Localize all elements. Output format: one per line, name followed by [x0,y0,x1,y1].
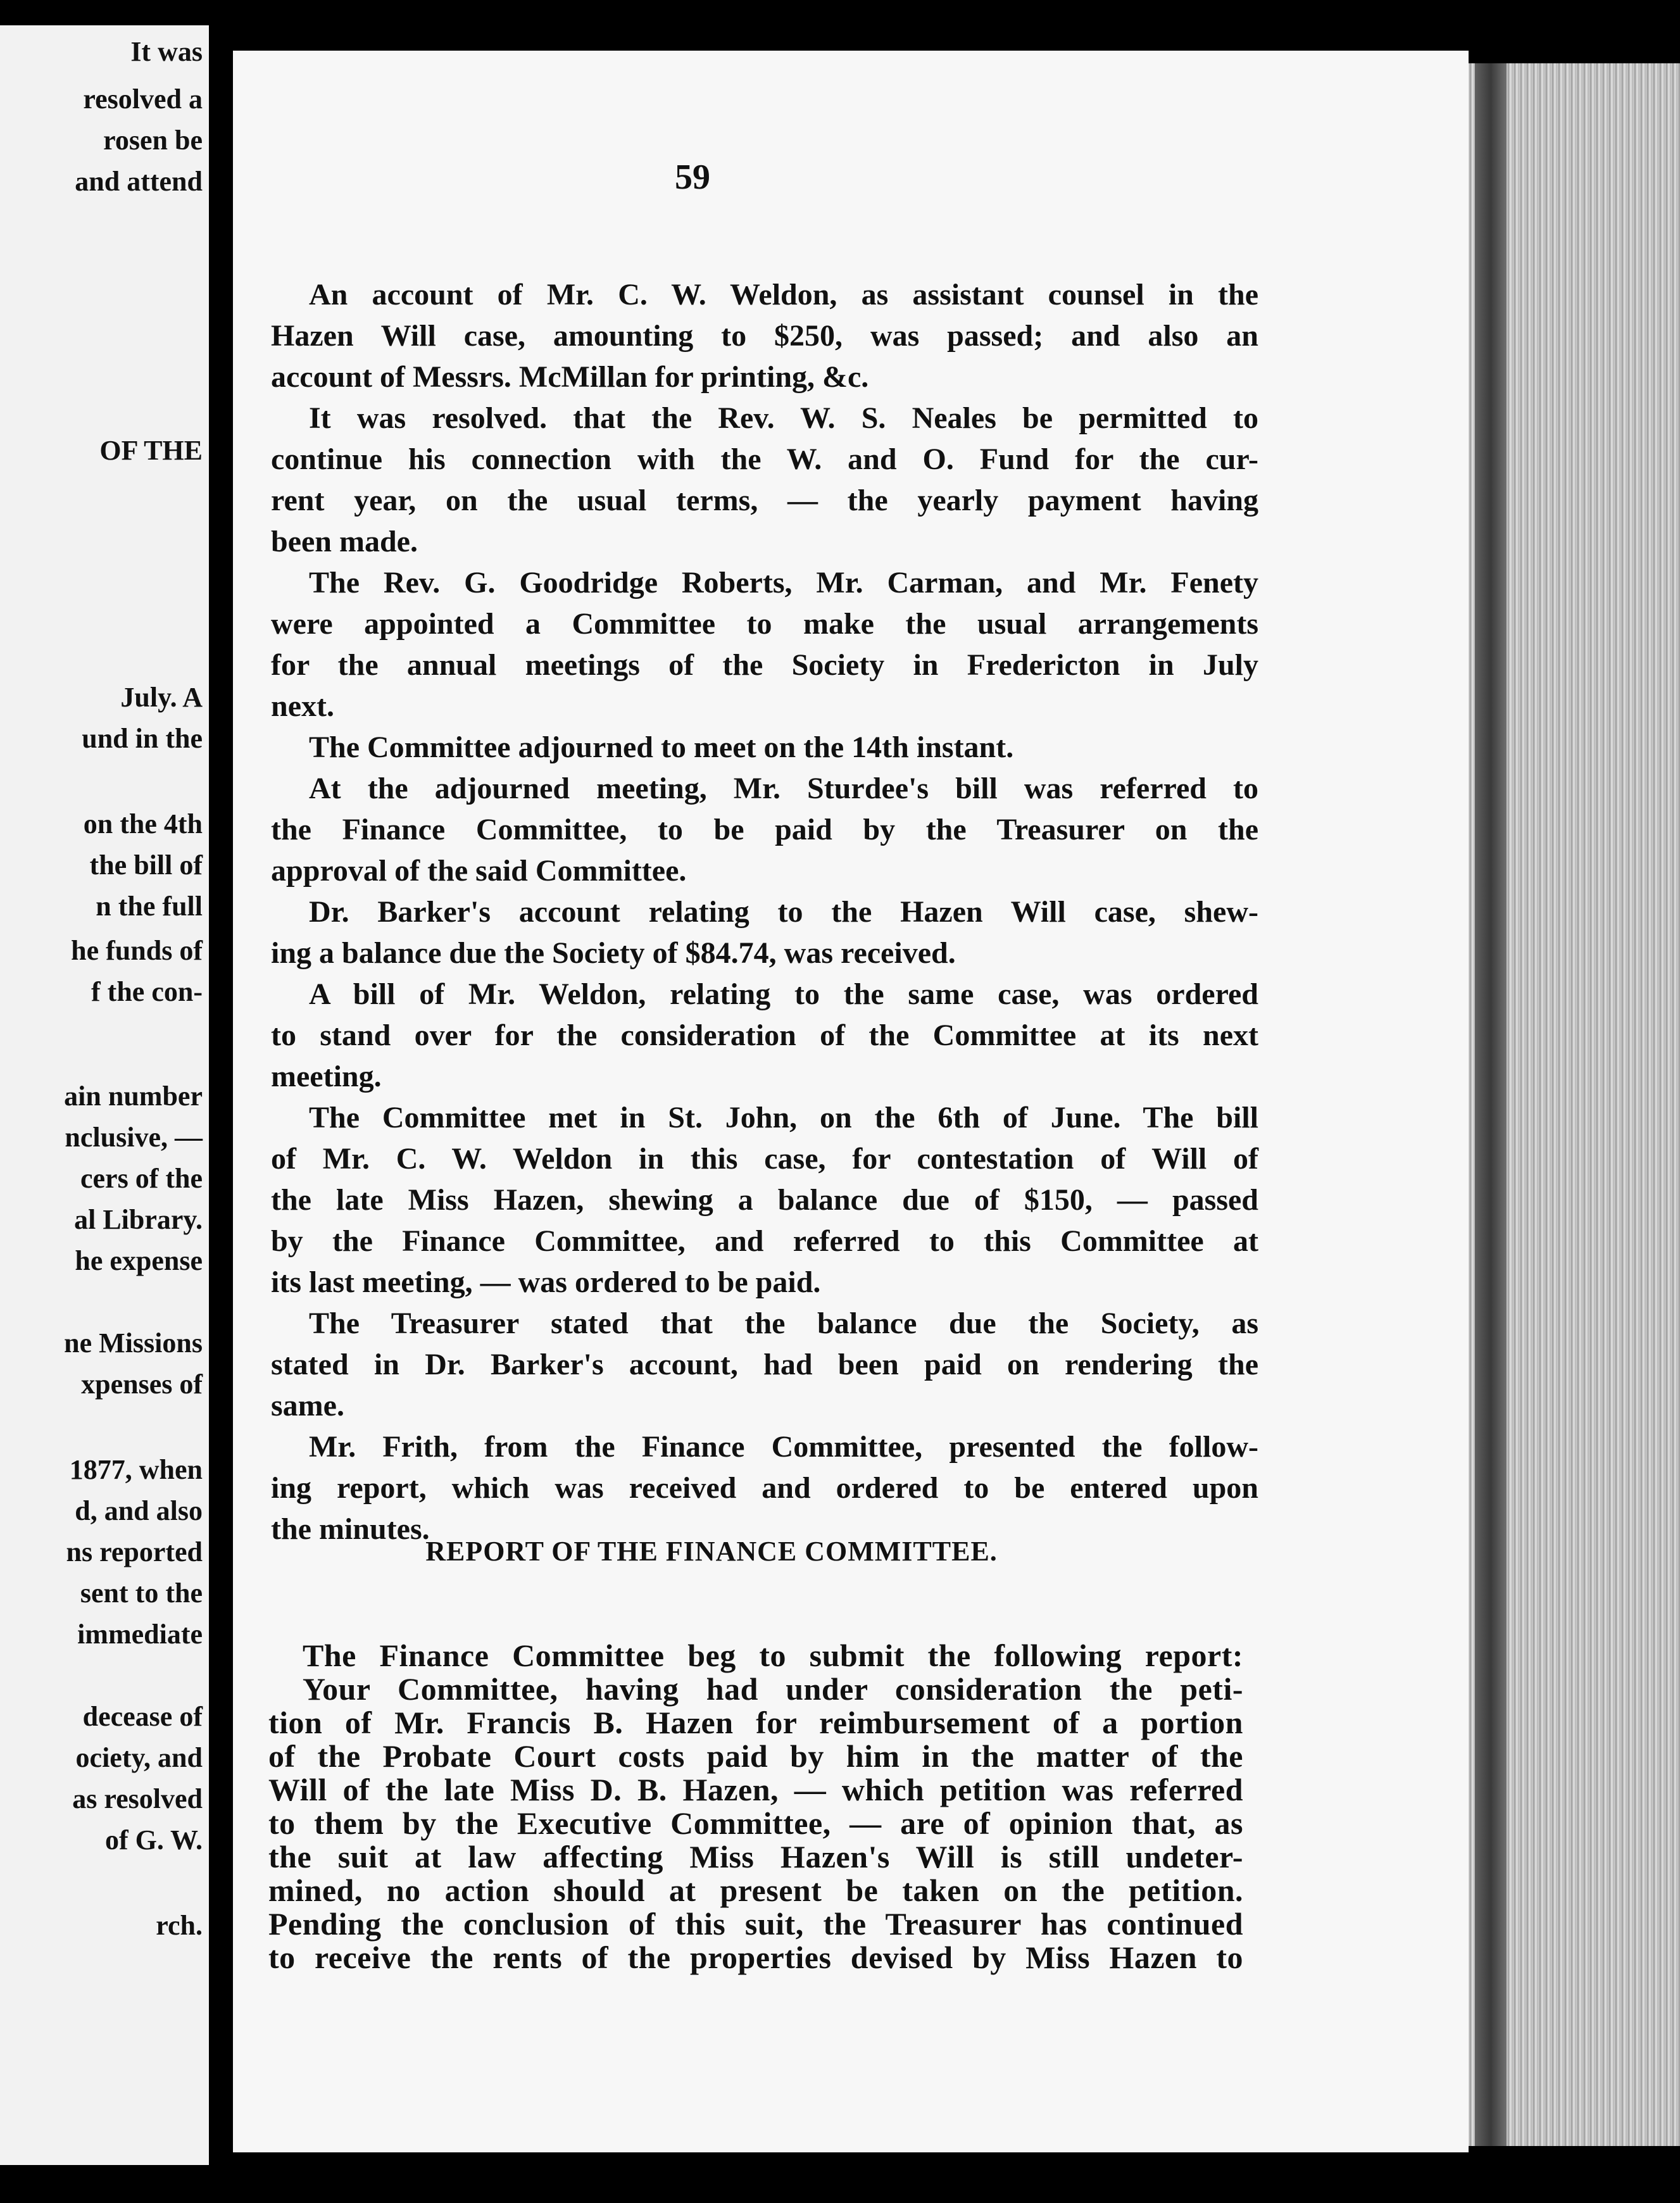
left-page-line: sent to the [80,1578,203,1609]
text-line: meeting. [271,1060,382,1093]
book-gutter [209,0,233,2203]
left-page-line: he funds of [71,935,203,966]
left-page-line: It was [130,36,203,67]
book-page [233,51,1469,2152]
text-line: The Treasurer stated that the balance due the Society, as [309,1307,1258,1340]
page-edge-shadow [1475,63,1507,2146]
report-text-line: Will of the late Miss D. B. Hazen, — which petition was referred [268,1772,1243,1807]
text-line: The Rev. G. Goodridge Roberts, Mr. Carman, and Mr. Fenety [309,566,1258,599]
text-line: the minutes. [271,1512,430,1546]
report-text-line: The Finance Committee beg to submit the following report: [303,1638,1243,1673]
text-line: account of Messrs. McMillan for printing, &c. [271,360,869,394]
left-page-line: and attend [75,166,203,197]
text-line: rent year, on the usual terms, — the yearly payment having [271,484,1258,517]
report-text-line: tion of Mr. Francis B. Hazen for reimbursement of a portion [268,1705,1243,1740]
left-page-line: immediate [77,1619,203,1650]
left-page-line: cers of the [80,1163,203,1194]
text-line: the Finance Committee, to be paid by the Treasurer on the [271,813,1258,846]
left-page-line: he expense [75,1245,203,1276]
text-line: ing report, which was received and ordered to be entered upon [271,1471,1258,1505]
text-line: Hazen Will case, amounting to $250, was passed; and also an [271,319,1258,353]
report-text-line: Your Committee, having had under consideration the peti- [303,1671,1243,1707]
left-page-line: nclusive, — [65,1122,203,1153]
left-page-line: al Library. [74,1204,203,1235]
left-page-line: of G. W. [104,1824,203,1855]
left-page-line: rosen be [103,125,203,156]
text-line: its last meeting, — was ordered to be paid. [271,1265,821,1299]
left-page-line: ns reported [66,1536,203,1567]
left-page-line: on the 4th [83,808,203,839]
text-line: by the Finance Committee, and referred to this Committee at [271,1224,1258,1258]
report-text-line: Pending the conclusion of this suit, the Treasurer has continued [268,1906,1243,1942]
text-line: same. [271,1389,344,1422]
left-page-line: ociety, and [75,1742,203,1773]
report-text-line: to them by the Executive Committee, — are of opinion that, as [268,1805,1243,1841]
left-page-line: rch. [156,1910,203,1941]
text-line: The Committee met in St. John, on the 6th of June. The bill [309,1101,1258,1134]
left-page-line: 1877, when [69,1454,203,1485]
text-line: were appointed a Committee to make the usual arrangements [271,607,1258,641]
text-line: to stand over for the consideration of the Committee at its next [271,1019,1258,1052]
page-number: 59 [675,158,710,197]
text-line: for the annual meetings of the Society in Fredericton in July [271,648,1258,682]
text-line: An account of Mr. C. W. Weldon, as assistant counsel in the [309,278,1258,311]
text-line: continue his connection with the W. and O. Fund for the cur- [271,442,1258,476]
text-line: been made. [271,525,418,558]
left-page-line: und in the [82,723,203,754]
text-line: of Mr. C. W. Weldon in this case, for contestation of Will of [271,1142,1258,1176]
facing-page-left [0,25,209,2165]
report-text-line: mined, no action should at present be taken on the petition. [268,1873,1243,1908]
text-line: Dr. Barker's account relating to the Hazen Will case, shew- [309,895,1258,929]
report-text-line: of the Probate Court costs paid by him in the matter of the [268,1738,1243,1774]
left-page-line: resolved a [83,84,203,115]
text-line: approval of the said Committee. [271,854,687,888]
text-line: A bill of Mr. Weldon, relating to the same case, was ordered [309,977,1258,1011]
left-page-line: xpenses of [81,1369,203,1400]
text-line: Mr. Frith, from the Finance Committee, presented the follow- [309,1430,1258,1464]
text-line: ing a balance due the Society of $84.74, was received. [271,936,956,970]
report-text-line: to receive the rents of the properties devised by Miss Hazen to [268,1940,1243,1975]
left-page-line: ain number [64,1081,203,1112]
text-line: The Committee adjourned to meet on the 14th instant. [309,731,1014,764]
left-page-line: ne Missions [64,1327,203,1359]
text-line: stated in Dr. Barker's account, had been paid on rendering the [271,1348,1258,1381]
text-line: the late Miss Hazen, shewing a balance due of $150, — passed [271,1183,1258,1217]
left-page-line: OF THE [99,435,203,466]
left-page-line: f the con- [91,976,203,1007]
left-page-line: d, and also [75,1495,203,1526]
left-page-line: the bill of [89,850,203,881]
left-page-line: n the full [96,891,203,922]
text-line: next. [271,689,334,723]
text-line: It was resolved. that the Rev. W. S. Neales be permitted to [309,401,1258,435]
report-heading: REPORT OF THE FINANCE COMMITTEE. [425,1536,998,1567]
left-page-line: decease of [82,1701,203,1732]
text-line: At the adjourned meeting, Mr. Sturdee's bill was referred to [309,772,1258,805]
left-page-line: as resolved [72,1783,203,1814]
report-text-line: the suit at law affecting Miss Hazen's Will is still undeter- [268,1839,1243,1874]
left-page-line: July. A [120,682,203,713]
